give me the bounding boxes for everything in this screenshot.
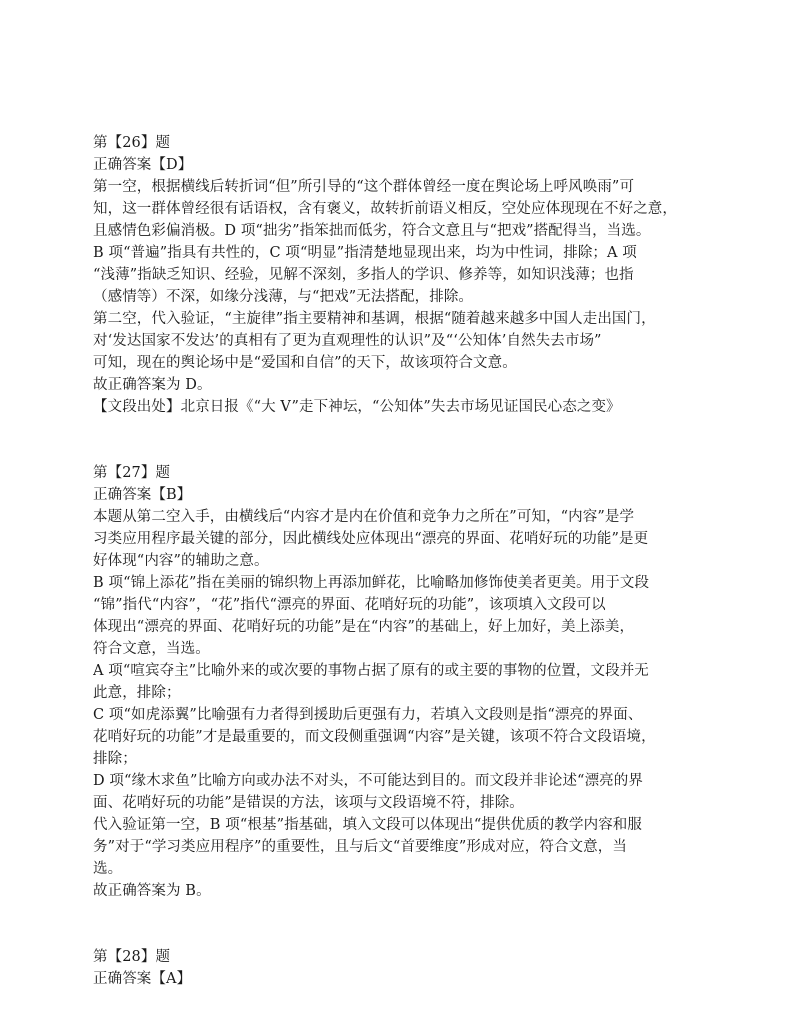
explanation-line: （感情等）不深，如缘分浅薄，与“把戏”无法搭配，排除。 <box>93 289 474 305</box>
question-28-answer: 正确答案【A】 <box>93 971 192 987</box>
explanation-line: 第一空，根据横线后转折词“但”所引导的“这个群体曾经一度在舆论场上呼风唤雨”可 <box>93 179 635 195</box>
explanation-line: 知，这一群体曾经很有话语权，含有褒义，故转折前语义相反，空处应体现现在不好之意， <box>93 201 677 217</box>
question-27-block <box>93 462 713 902</box>
explanation-line: 此意，排除； <box>93 685 181 701</box>
explanation-line: A 项“喧宾夺主”比喻外来的或次要的事物占据了原有的或主要的事物的位置，文段并无 <box>93 663 649 679</box>
explanation-line: C 项“如虎添翼”比喻强有力者得到援助后更强有力，若填入文段则是指“漂亮的界面、 <box>93 707 643 723</box>
explanation-line: 代入验证第一空，B 项“根基”指基础，填入文段可以体现出“提供优质的教学内容和服 <box>93 817 642 833</box>
explanation-line: 符合文意，当选。 <box>93 641 210 657</box>
explanation-line: 习类应用程序最关键的部分，因此横线处应体现出“漂亮的界面、花哨好玩的功能”是更 <box>93 531 649 547</box>
explanation-line: D 项“缘木求鱼”比喻方向或办法不对头，不可能达到目的。而文段并非论述“漂亮的界 <box>93 773 643 789</box>
explanation-line: B 项“普遍”指具有共性的，C 项“明显”指清楚地显现出来，均为中性词，排除；A 项 <box>93 245 637 261</box>
question-27-heading: 第【27】题 <box>93 465 171 481</box>
explanation-line: B 项“锦上添花”指在美丽的锦织物上再添加鲜花，比喻略加修饰使美者更美。用于文段 <box>93 575 650 591</box>
question-26-answer: 正确答案【D】 <box>93 157 193 173</box>
question-26-heading: 第【26】题 <box>93 135 171 151</box>
source-citation: 【文段出处】北京日报《“大 V”走下神坛，“公知体”失去市场见证国民心态之变》 <box>93 399 621 415</box>
explanation-line: 可知，现在的舆论场中是“爱国和自信”的天下，故该项符合文意。 <box>93 355 517 371</box>
question-26-block <box>93 132 713 418</box>
final-answer-line: 故正确答案为 D。 <box>93 377 212 393</box>
final-answer-line: 故正确答案为 B。 <box>93 883 211 899</box>
explanation-line: 体现出“漂亮的界面、花哨好玩的功能”是在“内容”的基础上，好上加好，美上添美， <box>93 619 635 635</box>
question-28-block <box>93 946 713 990</box>
explanation-line: 排除； <box>93 751 137 767</box>
explanation-line: 且感情色彩偏消极。D 项“拙劣”指笨拙而低劣，符合文意且与“把戏”搭配得当，当选。 <box>93 223 651 239</box>
explanation-line: 本题从第二空入手，由横线后“内容才是内在价值和竞争力之所在”可知，“内容”是学 <box>93 509 635 525</box>
explanation-line: 第二空，代入验证，“主旋律”指主要精神和基调，根据“随着越来越多中国人走出国门， <box>93 311 656 327</box>
explanation-line: “浅薄”指缺乏知识、经验，见解不深刻，多指人的学识、修养等，如知识浅薄；也指 <box>93 267 634 283</box>
explanation-line: 选。 <box>93 861 123 877</box>
explanation-line: “锦”指代“内容”，“花”指代“漂亮的界面、花哨好玩的功能”，该项填入文段可以 <box>93 597 606 613</box>
explanation-line: 好体现“内容”的辅助之意。 <box>93 553 269 569</box>
answer-document <box>93 132 713 990</box>
explanation-line: 面、花哨好玩的功能”是错误的方法，该项与文段语境不符，排除。 <box>93 795 524 811</box>
explanation-line: 对‘发达国家不发达’的真相有了更为直观理性的认识”及“‘公知体’自然失去市场” <box>93 333 602 349</box>
explanation-line: 花哨好玩的功能”才是最重要的，而文段侧重强调“内容”是关键，该项不符合文段语境， <box>93 729 656 745</box>
question-28-heading: 第【28】题 <box>93 949 171 965</box>
question-27-answer: 正确答案【B】 <box>93 487 192 503</box>
explanation-line: 务”对于“学习类应用程序”的重要性，且与后文“首要维度”形成对应，符合文意，当 <box>93 839 627 855</box>
